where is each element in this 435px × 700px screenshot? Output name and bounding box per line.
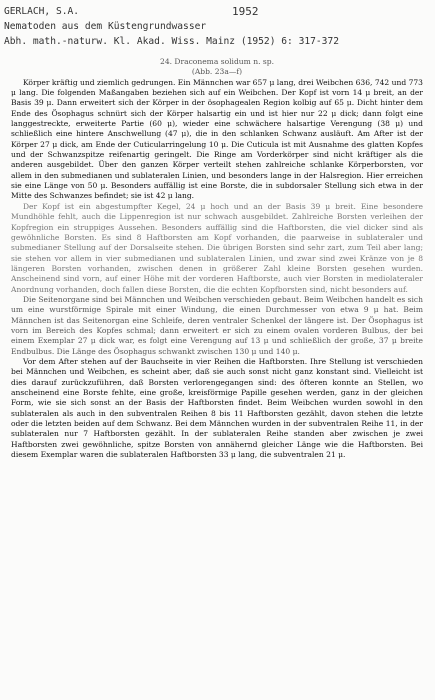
species-heading: 24. Draconema solidum n. sp.: [160, 57, 274, 66]
citation-journal: Abh. math.-naturw. Kl. Akad. Wiss. Mainz (1952) 6: 317-372: [4, 36, 340, 47]
citation-header: [4, 4, 424, 49]
citation-author-row: [4, 4, 424, 19]
citation-year: 1952: [232, 5, 259, 18]
paragraph-body-description: Körper kräftig und ziemlich gedrungen. Ein Männchen war 657 μ lang, drei Weibchen 636, 742 und 773 μ lang. Die folgenden Maßangaben beziehen sich auf ein Weibchen. Der Kopf ist vorn 14 μ breit, an der Basis 39 μ. Dann erweitert sich der Körper in der ösophagealen Region kolbig auf 65 μ. Dicht hinter dem Ende des Ösophagus schnürt sich der Körper halsartig ein und ist hier nur 22 μ dick; dann folgt eine langgestreckte, erweiterte Partie (60 μ), wieder eine schwächere halsartige Verengung (38 μ) und schließlich eine hintere Anschwellung (47 μ), die in den schlanken Schwanz ausläuft. Am After ist der Körper 27 μ dick, am Ende der Cuticularringelung 10 μ. Die Cuticula ist mit Ausnahme des glatten Kopfes und der Schwanzspitze reifenartig geringelt. Die Ringe am Vorderkörper sind nicht kräftiger als die anderen ausgebildet. Über den ganzen Körper verteilt stehen zahlreiche schlanke Körperborsten, vor allem in den submedianen und sublateralen Linien, und besonders lange in der Halsregion. Hier erreichen sie eine Länge von 50 μ. Besonders auffällig ist eine Borste, die in subdorsaler Stellung sich etwa in der Mitte des Schwanzes befindet; sie ist 42 μ lang.: [11, 77, 423, 201]
paragraph-lateral-organs: Die Seitenorgane sind bei Männchen und Weibchen verschieden gebaut. Beim Weibchen handelt es sich um eine wurstförmige Spirale mit einer Windung, die einen Durchmesser von etwa 9 μ hat. Beim Männchen ist das Seitenorgan eine Schleife, deren ventraler Schenkel der längere ist. Der Ösophagus ist vorn im Bereich des Kopfes schmal; dann erweitert er sich zu einem ovalen vorderen Bulbus, der bei einem Exemplar 27 μ dick war, es folgt eine Verengung auf 13 μ und schließlich der große, 37 μ breite Endbulbus. Die Länge des Ösophagus schwankt zwischen 130 μ und 140 μ.: [11, 294, 423, 356]
citation-author: GERLACH, S.A.: [4, 6, 80, 17]
paragraph-head-description: Der Kopf ist ein abgestumpfter Kegel, 24 μ hoch und an der Basis 39 μ breit. Eine besondere Mundhöhle fehlt, auch die Lippenregion ist nur schwach ausgebildet. Zahlreiche Borsten verleihen der Kopfregion ein struppiges Aussehen. Besonders auffällig sind die Haftborsten, die viel dicker sind als gewöhnliche Borsten. Es sind 8 Haftborsten am Kopf vorhanden, die paarweise in sublateraler und submedianer Stellung auf der Dorsalseite stehen. Die übrigen Borsten sind sehr zart, zum Teil aber lang; sie stehen vor allem in vier submedianen und sublateralen Linien, und zwar sind zwei Kränze von je 8 längeren Borsten vorhanden, zwischen denen in größerer Zahl kleine Borsten gesehen wurden. Anscheinend sind vorn, auf einer Höhe mit der vorderen Haftborste, auch vier Borsten in mediolateraler Anordnung vorhanden, doch fallen diese Borsten, die die echten Kopfborsten sind, nicht besonders auf.: [11, 201, 423, 294]
figure-reference: (Abb. 23a—f): [191, 67, 243, 77]
citation-title: Nematoden aus dem Küstengrundwasser: [4, 21, 207, 32]
paragraph-adhesive-setae: Vor dem After stehen auf der Bauchseite in vier Reihen die Haftborsten. Ihre Stellung ist verschieden bei Männchen und Weibchen, es scheint aber, daß sie auch sonst nicht ganz konstant sind. Vielleicht ist dies darauf zurückzuführen, daß Borsten verlorengegangen sind: des öfteren konnte an Stellen, wo anscheinend eine Borste fehlte, eine große, kreisförmige Papille gesehen werden, ganz in der gleichen Form, wie sie sich sonst an der Basis der Haftborsten findet. Beim Weibchen wurden sowohl in den sublateralen als auch in den subventralen Reihen 8 bis 11 Haftborsten gezählt, davon stehen die letzte oder die letzten beiden auf dem Schwanz. Bei dem Männchen wurden in der subventralen Reihe 11, in der sublateralen nur 7 Haftborsten gezählt. In der sublateralen Reihe standen aber zwischen je zwei Haftborsten zwei gewöhnliche, spitze Borsten von annähernd gleicher Länge wie die Haftborsten. Bei diesem Exemplar waren die sublateralen Haftborsten 33 μ lang, die subventralen 21 μ.: [11, 356, 423, 460]
article-body: [11, 57, 423, 460]
